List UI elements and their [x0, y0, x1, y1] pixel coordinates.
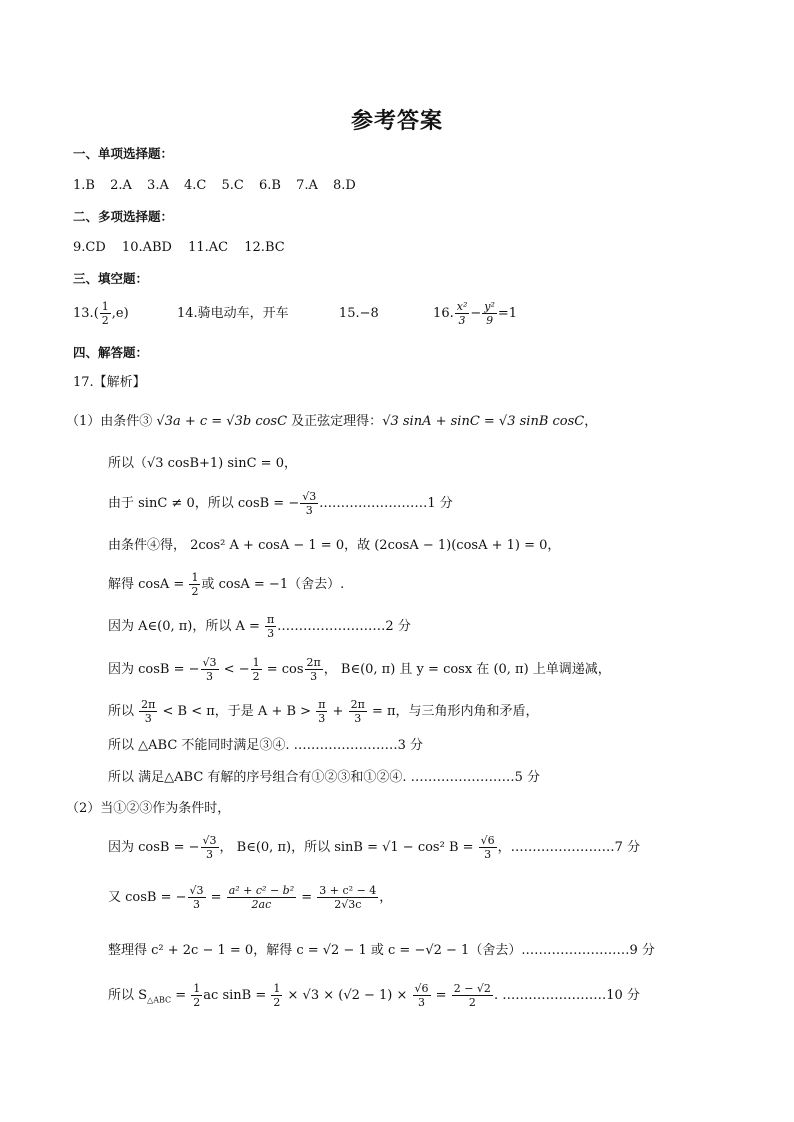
- q17-heading: 17.【解析】: [73, 375, 146, 390]
- answer-item: 11.AC: [188, 240, 229, 255]
- section-heading-fill-blank: 三、填空题：: [73, 271, 149, 286]
- answer-item: 2.A: [110, 178, 132, 193]
- solution-line-13: 整理得 c² + 2c − 1 = 0，解得 c = √2 − 1 或 c = −√2 − 1（舍去）.……………………9 分: [108, 943, 655, 958]
- q13-answer: 13.( $\frac{1}{2}$ ,e): [73, 300, 129, 327]
- solution-line-7: 因为 cosB = − $\frac{√3}{3}$ < − $\frac{1}{2}$ = cos $\frac{2\pi}{3}$ ， B∈(0, π) 且 y = cosx 在 (0, π) 上单调递减，: [108, 656, 611, 683]
- multi-choice-answers: [73, 239, 285, 257]
- answer-item: 6.B: [258, 178, 281, 193]
- answer-item: 7.A: [296, 178, 318, 193]
- solution-line-4: 由条件④得， 2cos² A + cosA − 1 = 0，故 (2cosA − 1)(cosA + 1) = 0，: [108, 538, 561, 553]
- solution-line-11: 因为 cosB = − $\frac{√3}{3}$ ， B∈(0, π)，所以 sinB = √1 − cos² B = $\frac{√6}{3}$ ，……………………7 分: [108, 834, 641, 861]
- answer-item: 5.C: [221, 178, 244, 193]
- page-title: 参考答案: [350, 108, 443, 134]
- solution-line-5: 解得 cosA = $\frac{1}{2}$ 或 cosA = −1（舍去）.: [108, 571, 345, 598]
- answer-item: 9.CD: [73, 240, 106, 255]
- answer-item: 4.C: [183, 178, 207, 193]
- q14-answer: 14.骑电动车，开车: [176, 306, 289, 321]
- section-heading-multi-choice: 二、多项选择题：: [73, 209, 174, 224]
- q15-answer: 15.−8: [338, 306, 379, 321]
- section-heading-solutions: 四、解答题：: [73, 345, 149, 360]
- solution-line-12: 又 cosB = − $\frac{√3}{3}$ = $\frac{\text{a² + c² − b²}}{2ac}$ = $\frac{\text{3 + c² − 4}}{2√3c}$ ，: [108, 884, 393, 911]
- answer-item: 8.D: [333, 178, 356, 193]
- solution-line-10: 所以 满足△ABC 有解的序号组合有①②③和①②④. ……………………5 分: [108, 770, 541, 785]
- part-2-heading: （2）当①②③作为条件时，: [66, 801, 231, 816]
- solution-line-6: 因为 A∈(0, π)，所以 A = $\frac{\pi}{3}$ .……………………2 分: [108, 613, 411, 640]
- solution-line-9: 所以 △ABC 不能同时满足③④. ……………………3 分: [108, 738, 424, 753]
- solution-line-1: （1）由条件③ √3a + c = √3b cosC 及正弦定理得：√3 sinA + sinC = √3 sinB cosC，: [66, 414, 598, 429]
- answer-item: 1.B: [73, 178, 95, 193]
- section-heading-single-choice: 一、单项选择题：: [73, 146, 174, 161]
- answer-item: 12.BC: [244, 240, 285, 255]
- solution-line-8: 所以 $\frac{2\pi}{3}$ < B < π，于是 A + B > $\frac{\pi}{3}$ + $\frac{2\pi}{3}$ = π，与三角形内角和矛盾，: [108, 698, 539, 725]
- solution-line-3: 由于 sinC ≠ 0，所以 cosB = − $\frac{√3}{3}$ .……………………1 分: [108, 490, 453, 517]
- fill-blank-answers: [73, 300, 517, 327]
- answer-item: 10.ABD: [121, 240, 172, 255]
- q16-answer: 16. $\frac{\text{x²}}{3}$ − $\frac{\text{y²}}{9}$ =1: [433, 300, 518, 327]
- solution-line-14: 所以 $S_{\triangle ABC}$ = $\frac{1}{2}$ ac sinB = $\frac{1}{2}$ × √3 × (√2 − 1) × $\frac{√6}{3}$ = $\frac{2 - √2}{2}$ . ……………………10 分: [108, 982, 640, 1009]
- solution-line-2: 所以（√3 cosB+1) sinC = 0，: [108, 456, 297, 471]
- single-choice-answers: [73, 177, 356, 195]
- answer-item: 3.A: [147, 178, 169, 193]
